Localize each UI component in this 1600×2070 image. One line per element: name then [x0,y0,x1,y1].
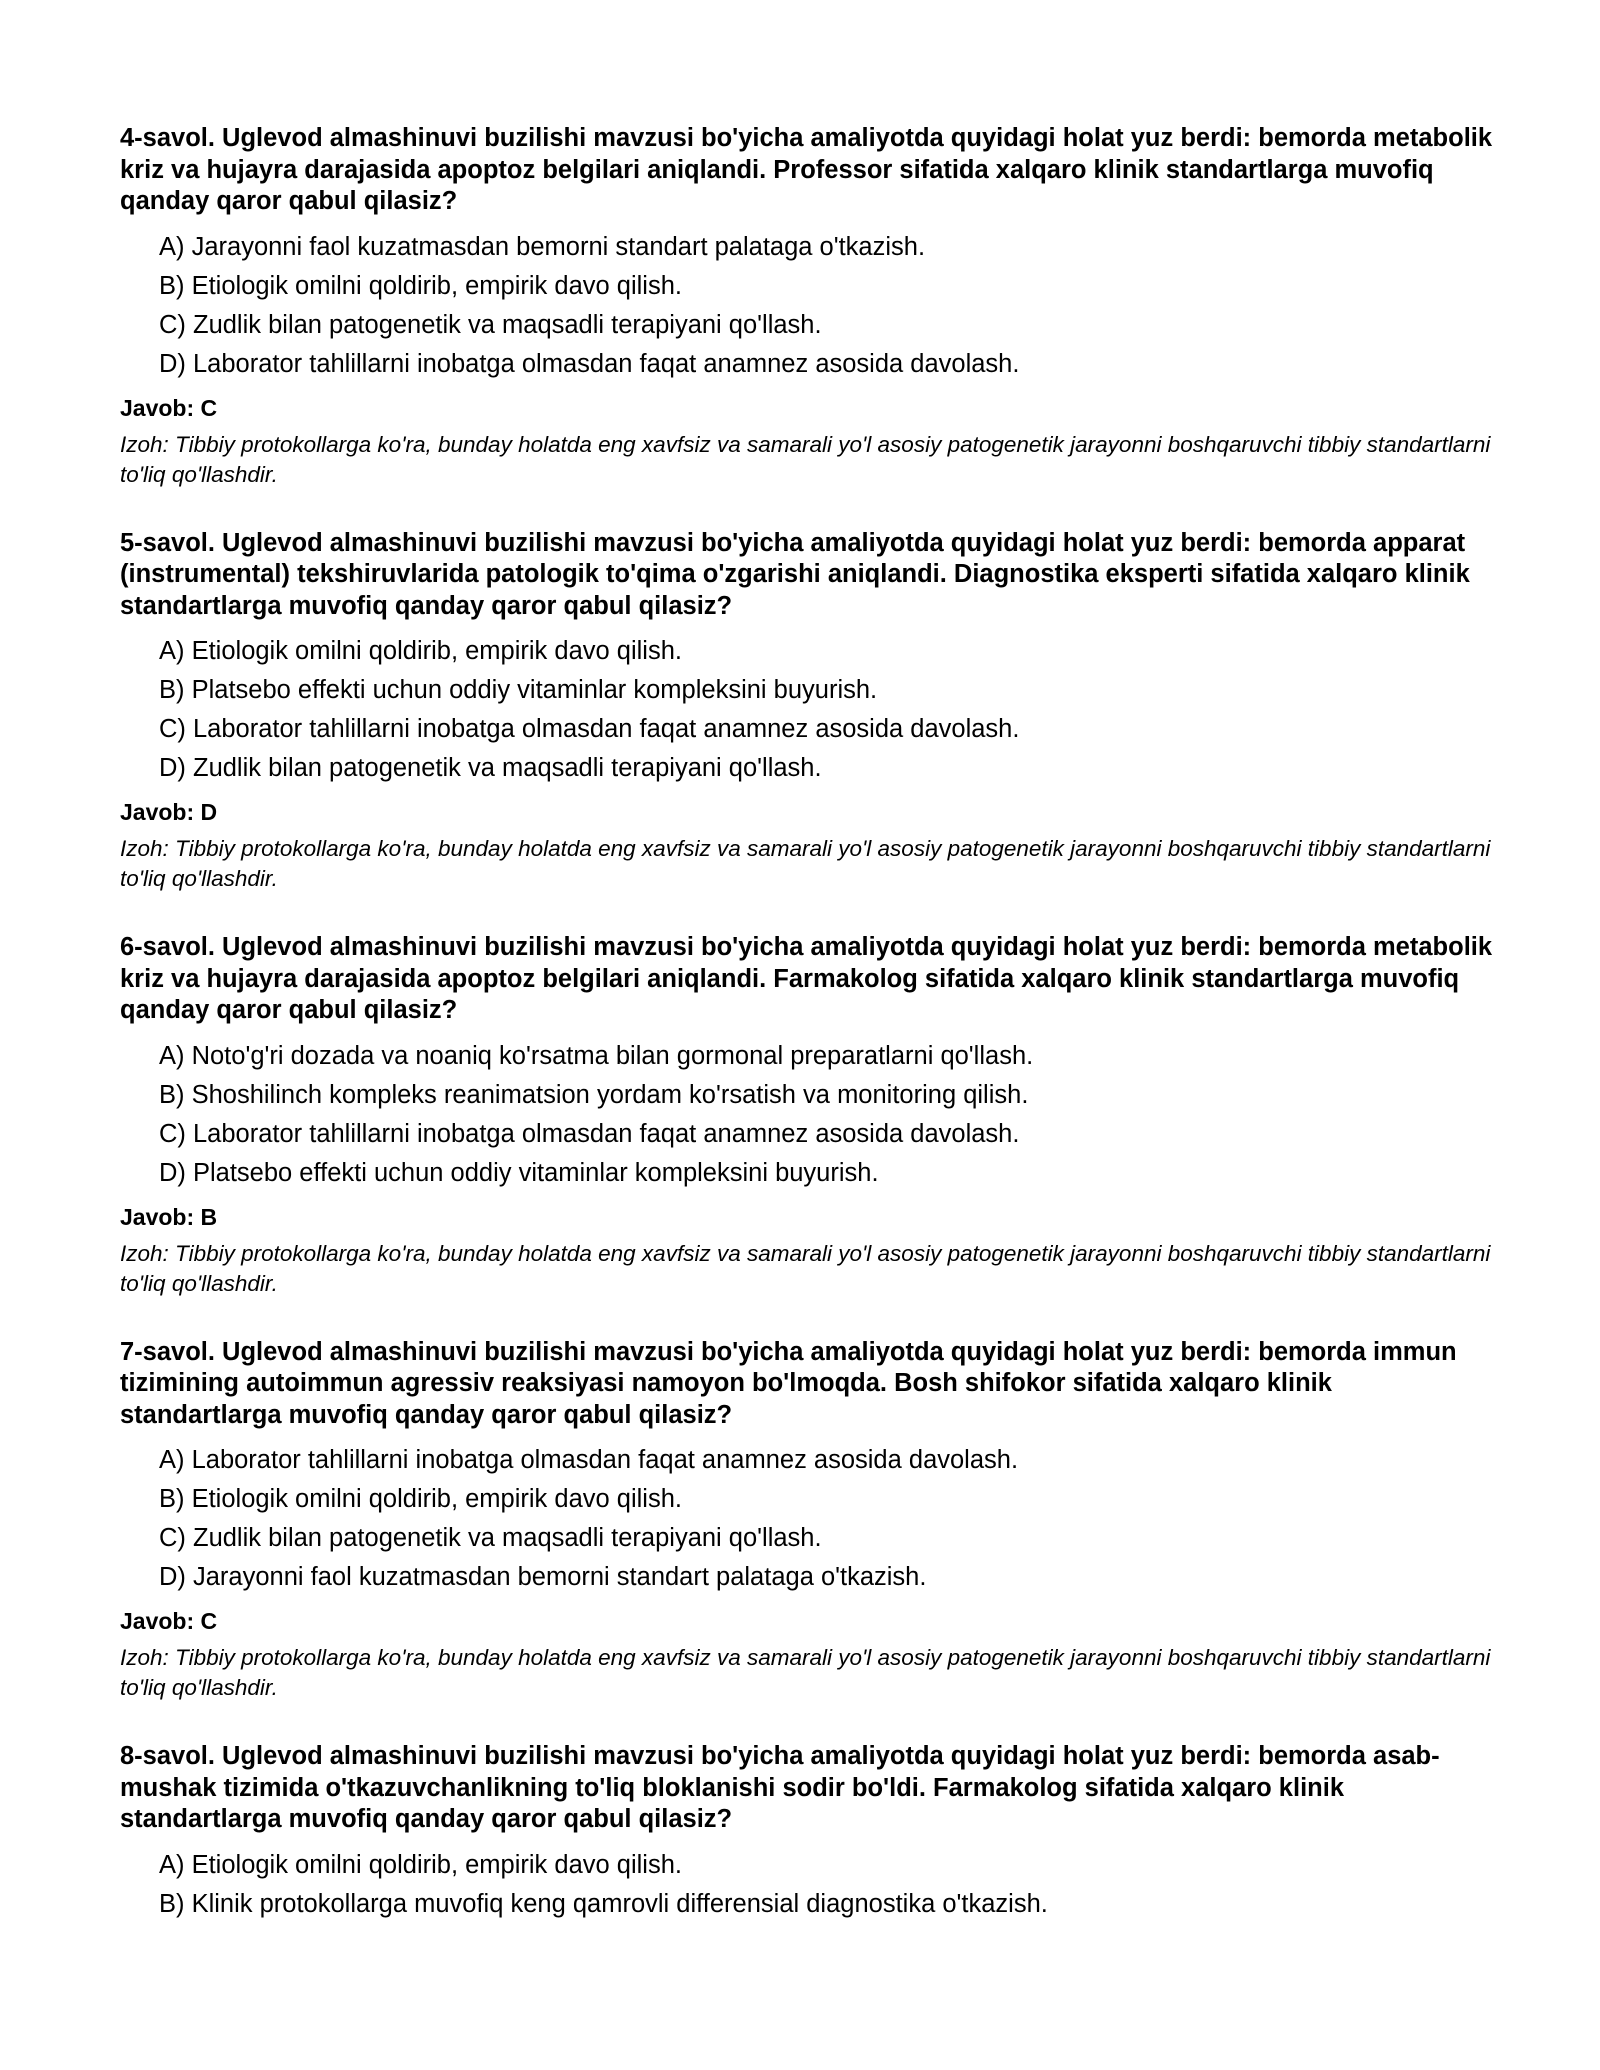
option-list [120,632,1500,788]
question-8 [120,1741,1500,1924]
option-list [120,1037,1500,1193]
option-c: C) Zudlik bilan patogenetik va maqsadli terapiyani qo'llash. [159,1524,822,1552]
option-c: C) Laborator tahlillarni inobatga olmasdan faqat anamnez asosida davolash. [159,715,1020,743]
option-list [120,1846,1500,1924]
option-c: C) Zudlik bilan patogenetik va maqsadli terapiyani qo'llash. [159,310,822,339]
option-list [120,228,1500,384]
option-a: A) Etiologik omilni qoldirib, empirik davo qilish. [159,1850,682,1879]
explanation-note: Izoh: Tibbiy protokollarga ko'ra, bunday holatda eng xavfsiz va samarali yo'l asosiy patogenetik jarayonni boshqaruvchi tibbiy standartlarni to'liq qo'llashdir. [120,1645,1491,1700]
explanation-note: Izoh: Tibbiy protokollarga ko'ra, bunday holatda eng xavfsiz va samarali yo'l asosiy patogenetik jarayonni boshqaruvchi tibbiy standartlarni to'liq qo'llashdir. [120,431,1491,487]
option-b: B) Shoshilinch kompleks reanimatsion yordam ko'rsatish va monitoring qilish. [159,1080,1029,1109]
option-d: D) Laborator tahlillarni inobatga olmasdan faqat anamnez asosida davolash. [159,349,1020,378]
question-6 [120,932,1500,1299]
answer-label: Javob: C [120,1608,218,1634]
option-d: D) Jarayonni faol kuzatmasdan bemorni standart palataga o'tkazish. [159,1563,927,1591]
question-title: 6-savol. Uglevod almashinuvi buzilishi mavzusi bo'yicha amaliyotda quyidagi holat yuz berdi: bemorda metabolik kriz va hujayra darajasida apoptoz belgilari aniqlandi. Farmakolog sifatida xalqaro klinik standartlarga muvofiq qanday qaror qabul qilasiz? [120,933,1493,1024]
option-b: B) Platsebo effekti uchun oddiy vitaminlar kompleksini buyurish. [159,676,878,704]
option-a: A) Jarayonni faol kuzatmasdan bemorni standart palataga o'tkazish. [159,232,926,261]
option-c: C) Laborator tahlillarni inobatga olmasdan faqat anamnez asosida davolash. [159,1119,1020,1148]
explanation-note: Izoh: Tibbiy protokollarga ko'ra, bunday holatda eng xavfsiz va samarali yo'l asosiy patogenetik jarayonni boshqaruvchi tibbiy standartlarni to'liq qo'llashdir. [120,1240,1491,1296]
option-list [120,1441,1500,1597]
answer-label: Javob: B [120,1203,218,1230]
option-d: D) Platsebo effekti uchun oddiy vitaminlar kompleksini buyurish. [159,1158,879,1187]
question-5 [120,528,1500,895]
option-b: B) Etiologik omilni qoldirib, empirik davo qilish. [159,1485,682,1513]
option-a: A) Laborator tahlillarni inobatga olmasdan faqat anamnez asosida davolash. [159,1446,1019,1474]
question-title: 8-savol. Uglevod almashinuvi buzilishi mavzusi bo'yicha amaliyotda quyidagi holat yuz berdi: bemorda asab-mushak tizimida o'tkazuvchanlikning to'liq bloklanishi sodir bo'ldi. Farmakolog sifatida xalqaro klinik standartlarga muvofiq qanday qaror qabul qilasiz? [120,1742,1440,1833]
question-4 [120,123,1500,490]
option-b: B) Etiologik omilni qoldirib, empirik davo qilish. [159,271,682,300]
option-a: A) Etiologik omilni qoldirib, empirik davo qilish. [159,637,682,665]
document-page [120,123,1500,1962]
question-title: 5-savol. Uglevod almashinuvi buzilishi mavzusi bo'yicha amaliyotda quyidagi holat yuz berdi: bemorda apparat (instrumental) tekshiruvlarida patologik to'qima o'zgarishi aniqlandi. Diagnostika eksperti sifatida xalqaro klinik standartlarga muvofiq qanday qaror qabul qilasiz? [120,528,1470,620]
option-a: A) Noto'g'ri dozada va noaniq ko'rsatma bilan gormonal preparatlarni qo'llash. [159,1041,1034,1070]
question-7 [120,1337,1500,1704]
option-b: B) Klinik protokollarga muvofiq keng qamrovli differensial diagnostika o'tkazish. [159,1889,1048,1918]
question-title: 7-savol. Uglevod almashinuvi buzilishi mavzusi bo'yicha amaliyotda quyidagi holat yuz berdi: bemorda immun tizimining autoimmun agressiv reaksiyasi namoyon bo'lmoqda. Bosh shifokor sifatida xalqaro klinik standartlarga muvofiq qanday qaror qabul qilasiz? [120,1337,1457,1429]
explanation-note: Izoh: Tibbiy protokollarga ko'ra, bunday holatda eng xavfsiz va samarali yo'l asosiy patogenetik jarayonni boshqaruvchi tibbiy standartlarni to'liq qo'llashdir. [120,836,1491,891]
option-d: D) Zudlik bilan patogenetik va maqsadli terapiyani qo'llash. [159,754,822,782]
answer-label: Javob: D [120,799,218,825]
question-title: 4-savol. Uglevod almashinuvi buzilishi mavzusi bo'yicha amaliyotda quyidagi holat yuz berdi: bemorda metabolik kriz va hujayra darajasida apoptoz belgilari aniqlandi. Professor sifatida xalqaro klinik standartlarga muvofiq qanday qaror qabul qilasiz? [120,124,1493,215]
answer-label: Javob: C [120,394,218,421]
